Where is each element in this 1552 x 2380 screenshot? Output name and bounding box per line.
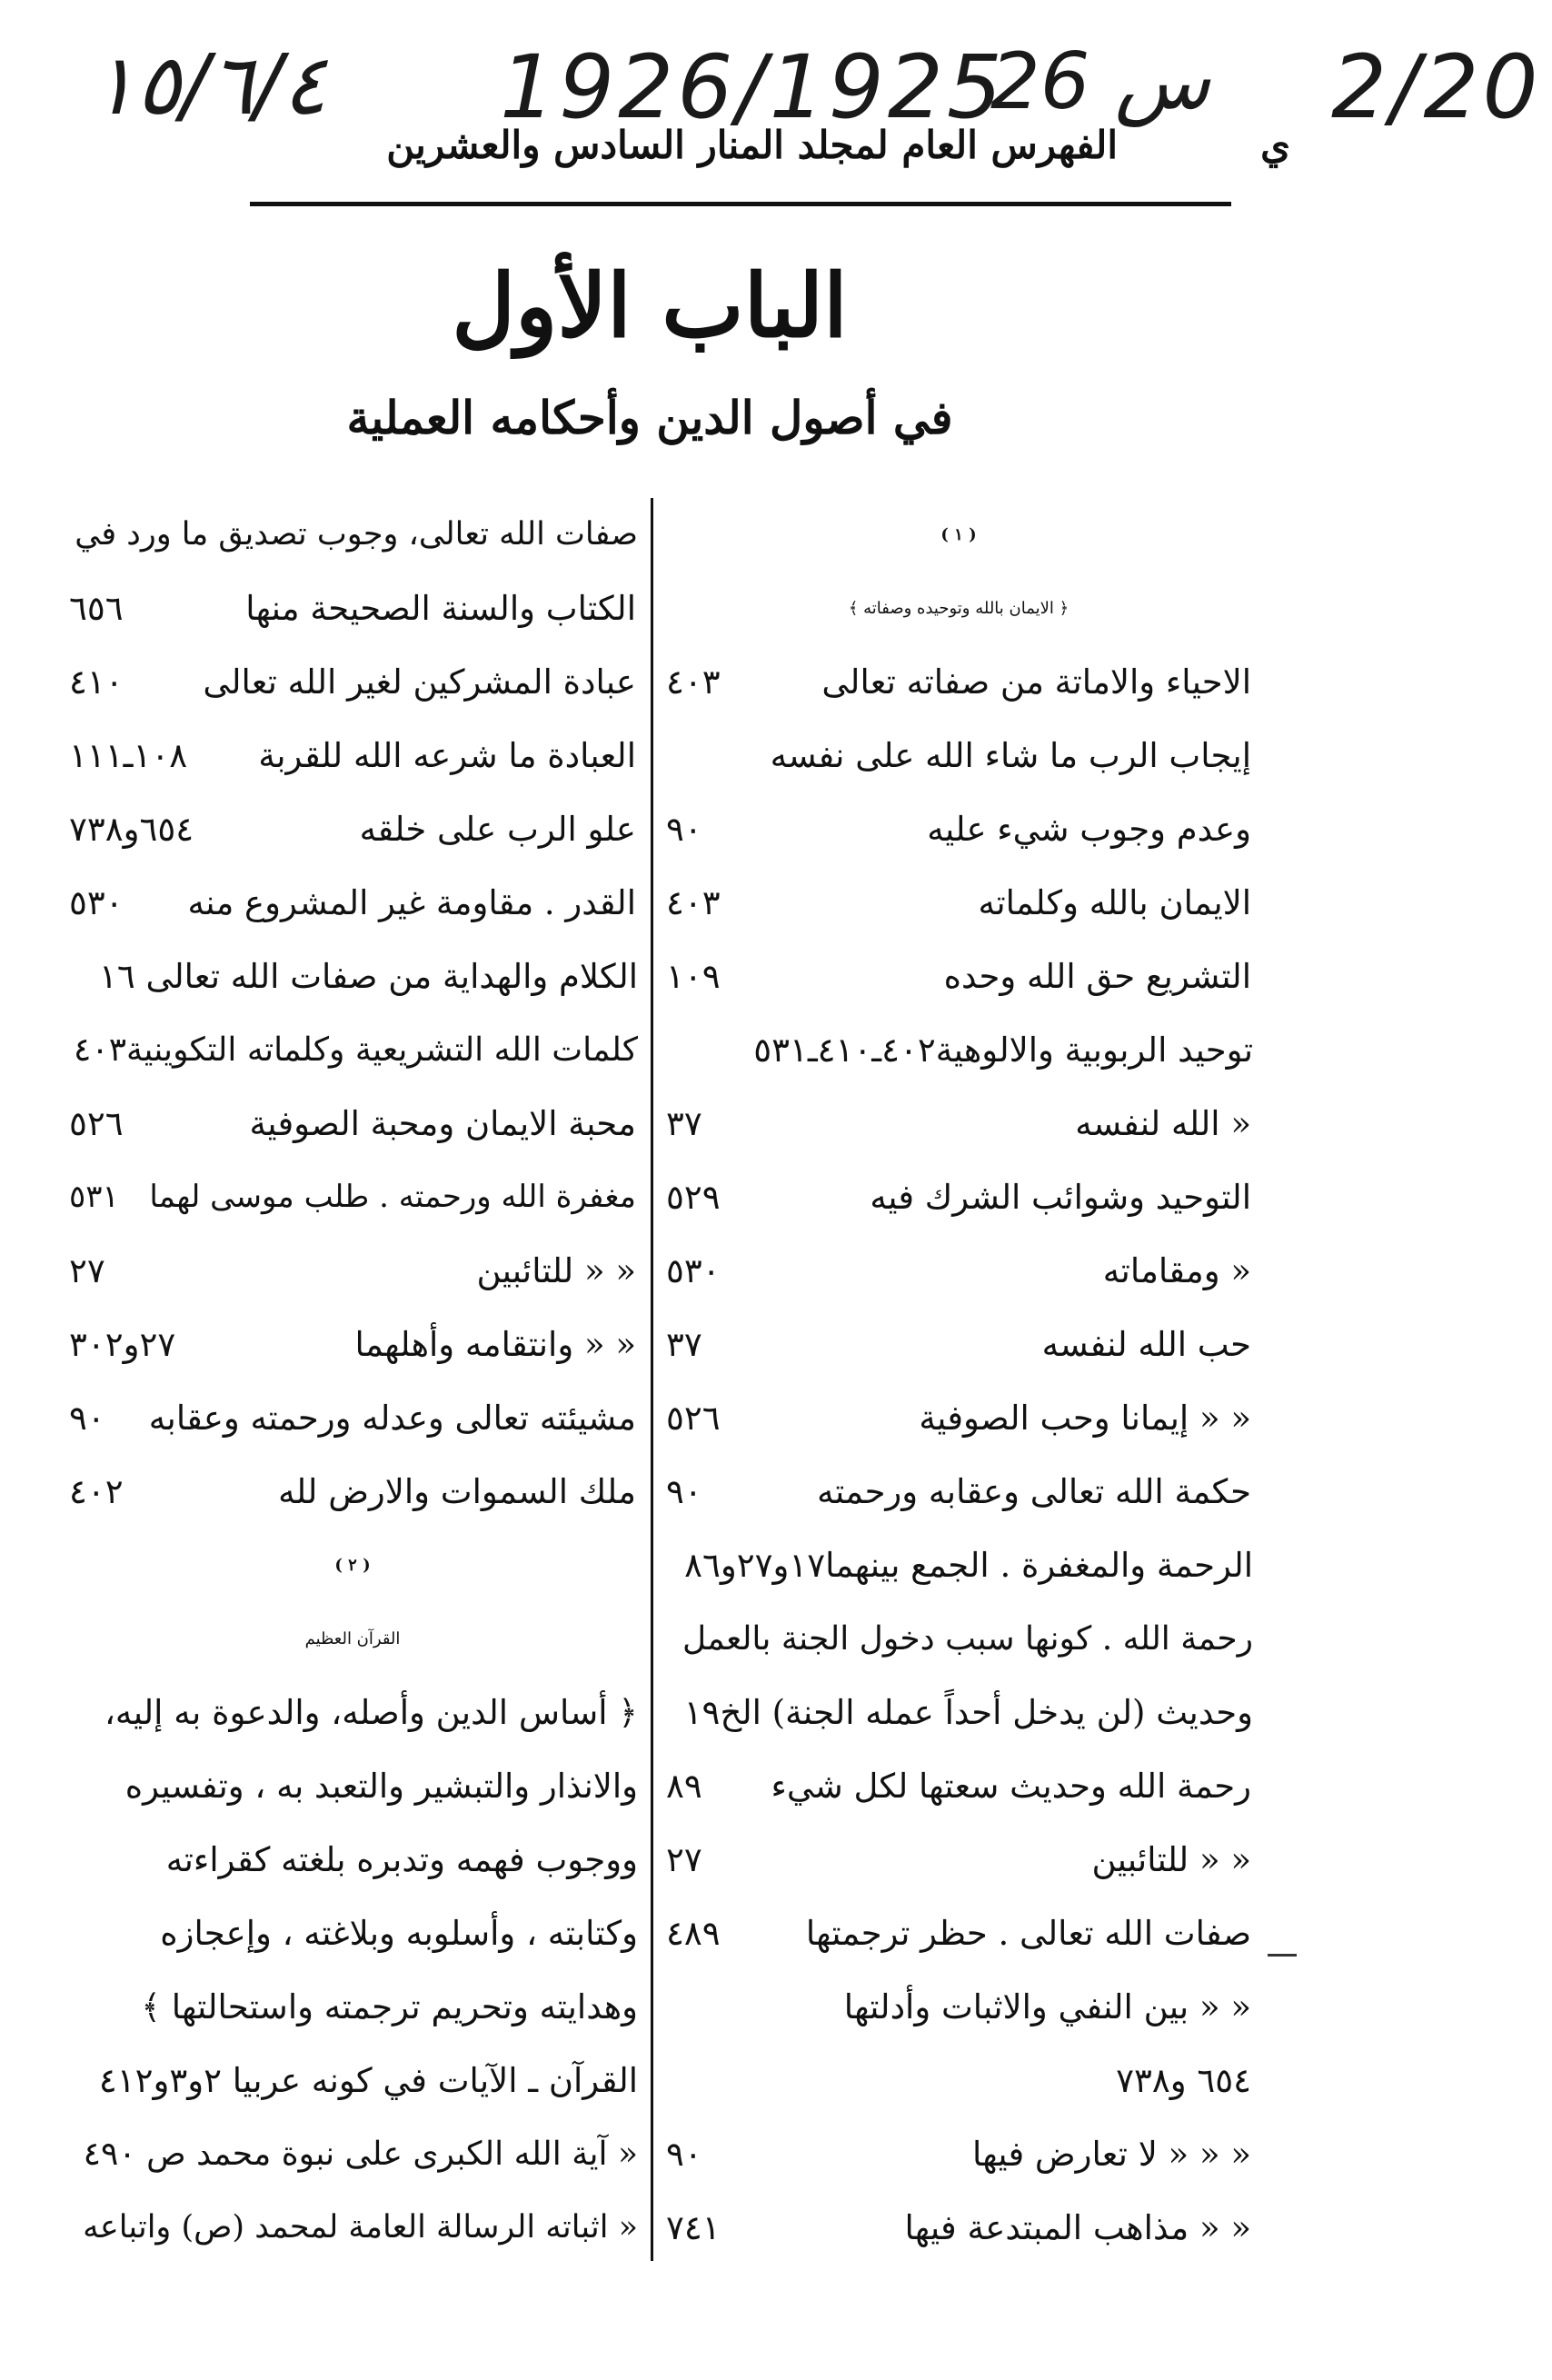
entry-text: توحيد الربوبية والالوهية٤٠٢ـ٤١٠ـ٥٣١: [753, 1031, 1253, 1070]
entry-text: « « « لا تعارض فيها: [971, 2135, 1251, 2174]
entry-page: ٤١٠: [69, 662, 124, 702]
entry-text: الكتاب والسنة الصحيحة منها: [245, 589, 636, 628]
entry-text: ﴿ أساس الدين وأصله، والدعوة به إليه،: [104, 1693, 638, 1732]
entry-text: وكتابته ، وأسلوبه وبلاغته ، وإعجازه: [160, 1914, 638, 1953]
index-entry: [62, 1970, 643, 2044]
entry-text: ملك السموات والارض لله: [278, 1472, 636, 1511]
index-entry: [62, 2117, 643, 2191]
entry-page: ٦٥٦: [69, 589, 124, 628]
column-divider: [651, 498, 653, 2261]
index-entry: [659, 1013, 1259, 1087]
index-entry: [659, 1234, 1259, 1308]
index-entry: [659, 2191, 1259, 2265]
entry-text: مشيئته تعالى وعدله ورحمته وعقابه: [148, 1399, 636, 1438]
index-entry: [62, 1455, 643, 1529]
running-header: [291, 123, 1290, 191]
entry-page: ٣٧: [666, 1104, 702, 1143]
entry-text: الاحياء والاماتة من صفاته تعالى: [821, 662, 1251, 702]
entry-text: « آية الله الكبرى على نبوة محمد ص ٤٩٠: [83, 2136, 638, 2173]
chapter-title: الباب الأول: [452, 254, 848, 357]
index-entry: [659, 940, 1259, 1013]
index-entry: [659, 2044, 1259, 2117]
index-entry: [659, 866, 1259, 940]
index-entry: [62, 1234, 643, 1308]
entry-text: رحمة الله . كونها سبب دخول الجنة بالعمل: [682, 1620, 1253, 1658]
entry-text: الايمان بالله وكلماته: [978, 883, 1251, 922]
page-marker: ي: [1260, 123, 1290, 167]
index-entry: [659, 1749, 1259, 1823]
entry-page: ٥٣١: [69, 1179, 119, 1215]
handwritten-note-volume: 26 س: [990, 36, 1210, 127]
entry-text: وحديث (لن يدخل أحداً عمله الجنة) الخ١٩: [683, 1693, 1253, 1732]
entry-text: إيجاب الرب ما شاء الله على نفسه: [770, 736, 1251, 775]
index-entry: [62, 1308, 643, 1381]
index-entry: [659, 719, 1259, 792]
entry-page: ٤٠٣: [666, 662, 721, 702]
index-column-left: [62, 498, 643, 2265]
entry-text: ووجوب فهمه وتدبره بلغته كقراءته: [165, 1840, 638, 1879]
entry-text: القدر . مقاومة غير المشروع منه: [187, 883, 636, 922]
index-entry: [659, 1676, 1259, 1749]
section-heading: [659, 572, 1259, 645]
entry-text: وهدايته وتحريم ترجمته واستحالتها ﴾: [141, 1987, 638, 2026]
entry-text: التوحيد وشوائب الشرك فيه: [870, 1178, 1251, 1217]
index-entry: [62, 1823, 643, 1897]
handwritten-note-page: 2/20: [1331, 36, 1542, 138]
entry-text: والانذار والتبشير والتعبد به ، وتفسيره: [124, 1767, 638, 1806]
entry-text: التشريع حق الله وحده: [943, 957, 1251, 996]
entry-text: القرآن العظيم: [304, 1629, 401, 1648]
entry-text: « « وانتقامه وأهلهما: [354, 1325, 636, 1364]
entry-page: ٤٨٩: [666, 1914, 721, 1953]
index-entry: [659, 1455, 1259, 1529]
entry-page: ٩٠: [666, 2135, 702, 2174]
entry-page: ٧٤١: [666, 2208, 721, 2247]
index-entry: [659, 1529, 1259, 1602]
index-entry: [659, 1602, 1259, 1676]
entry-page: ٥٣٠: [666, 1251, 721, 1290]
index-entry: [659, 792, 1259, 866]
entry-text: ( ٢ ): [334, 1556, 371, 1575]
entry-page: ٥٢٦: [69, 1104, 124, 1143]
index-entry: [62, 866, 643, 940]
index-entry: [62, 1013, 643, 1087]
entry-page: ٢٧و٣٠٢: [69, 1325, 176, 1364]
entry-text: « « بين النفي والاثبات وأدلتها: [843, 1987, 1251, 2026]
index-entry: [659, 1970, 1259, 2044]
index-entry: [659, 1308, 1259, 1381]
entry-text: علو الرب على خلقه: [359, 810, 636, 849]
entry-text: ٦٥٤ و٧٣٨: [1116, 2061, 1251, 2100]
entry-page: ٢٧: [666, 1840, 702, 1879]
handwritten-note-left: ١٥/٦/٤: [91, 36, 327, 134]
chapter-subtitle: في أصول الدين وأحكامه العملية: [346, 391, 953, 444]
index-entry: [62, 1749, 643, 1823]
index-entry: [62, 1676, 643, 1749]
entry-page: ٩٠: [666, 810, 702, 849]
entry-page: ٣٧: [666, 1325, 702, 1364]
handwritten-note-years: 1926/1925: [500, 36, 1006, 138]
entry-text: « ومقاماته: [1102, 1251, 1251, 1290]
entry-page: ١٠٨ـ١١١: [69, 736, 188, 775]
index-entry: [62, 1381, 643, 1455]
entry-text: « « إيمانا وحب الصوفية: [919, 1399, 1251, 1438]
index-entry: [62, 1897, 643, 1970]
entry-page: ٥٣٠: [69, 883, 124, 922]
index-column-right: [659, 498, 1259, 2265]
section-number: [659, 498, 1259, 572]
entry-page: ٩٠: [666, 1472, 702, 1511]
index-entry: [659, 1160, 1259, 1234]
entry-text: كلمات الله التشريعية وكلماته التكوينية٤٠٣: [74, 1031, 638, 1069]
entry-text: « « للتائبين: [1091, 1840, 1251, 1879]
index-entry: [659, 645, 1259, 719]
entry-page: ٨٩: [666, 1767, 702, 1806]
entry-page: ٤٠٢: [69, 1472, 124, 1511]
entry-page: ٥٢٦: [666, 1399, 721, 1438]
header-rule: [250, 202, 1231, 206]
index-entry: [62, 1160, 643, 1234]
section-number: [62, 1529, 643, 1602]
entry-text: « الله لنفسه: [1075, 1104, 1251, 1143]
index-entry: [62, 645, 643, 719]
entry-text: ( ١ ): [940, 525, 977, 544]
entry-page: ٢٧: [69, 1251, 105, 1290]
entry-text: حكمة الله تعالى وعقابه ورحمته: [817, 1472, 1251, 1511]
entry-page: ١٠٩: [666, 957, 721, 996]
index-entry: [62, 1087, 643, 1160]
entry-page: ٦٥٤و٧٣٨: [69, 810, 194, 849]
index-entry: [659, 1823, 1259, 1897]
entry-text: الكلام والهداية من صفات الله تعالى ١٦: [99, 957, 638, 996]
entry-text: مغفرة الله ورحمته . طلب موسى لهما: [149, 1179, 636, 1215]
entry-text: العبادة ما شرعه الله للقربة: [258, 736, 636, 775]
index-entry: [659, 1897, 1259, 1970]
index-entry: [62, 2044, 643, 2117]
entry-text: عبادة المشركين لغير الله تعالى: [203, 662, 636, 702]
running-title: الفهرس العام لمجلد المنار السادس والعشرين: [386, 123, 1118, 167]
index-entry: [62, 719, 643, 792]
entry-text: صفات الله تعالى . حظر ترجمتها: [805, 1914, 1251, 1953]
entry-text: حب الله لنفسه: [1041, 1325, 1251, 1364]
entry-text: الرحمة والمغفرة . الجمع بينهما١٧و٢٧و٨٦: [684, 1546, 1253, 1585]
index-entry: [62, 940, 643, 1013]
index-entry: [62, 498, 643, 572]
index-entry: [659, 2117, 1259, 2191]
entry-text: « « مذاهب المبتدعة فيها: [904, 2208, 1251, 2247]
entry-text: القرآن ـ الآيات في كونه عربيا ٢و٣و٤١٢: [98, 2061, 638, 2100]
index-entry: [659, 1381, 1259, 1455]
index-entry: [62, 2191, 643, 2265]
entry-text: رحمة الله وحديث سعتها لكل شيء: [771, 1767, 1251, 1806]
entry-page: ٤٠٣: [666, 883, 721, 922]
index-entry: [62, 572, 643, 645]
entry-page: ٥٢٩: [666, 1178, 721, 1217]
section-heading: [62, 1602, 643, 1676]
entry-page: ٩٠: [69, 1399, 105, 1438]
index-entry: [62, 792, 643, 866]
index-entry: [659, 1087, 1259, 1160]
entry-text: ﴿ الايمان بالله وتوحيده وصفاته ﴾: [848, 599, 1069, 618]
margin-mark: [1268, 1954, 1297, 1957]
entry-text: « « للتائبين: [476, 1251, 636, 1290]
entry-text: « اثباته الرسالة العامة لمحمد (ص) واتباعه: [83, 2209, 638, 2246]
entry-text: وعدم وجوب شيء عليه: [927, 810, 1251, 849]
entry-text: محبة الايمان ومحبة الصوفية: [249, 1104, 636, 1143]
entry-text: صفات الله تعالى، وجوب تصديق ما ورد في: [75, 516, 638, 553]
